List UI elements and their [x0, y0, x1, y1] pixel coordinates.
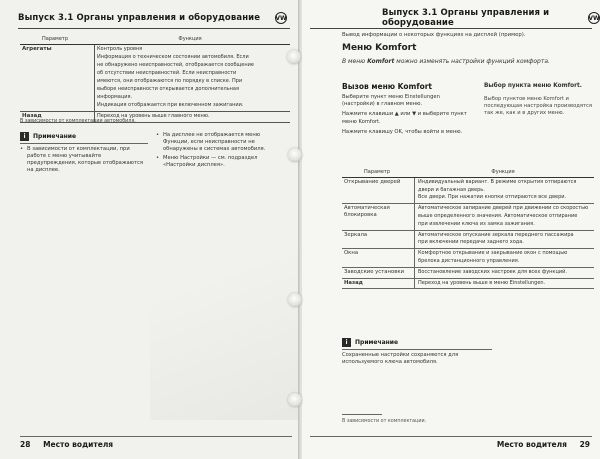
table-row-description	[414, 268, 594, 278]
table-row-description	[414, 279, 594, 289]
right-table-col1-header: Параметр	[364, 169, 390, 175]
page-number: 28	[20, 440, 31, 449]
binder-hole	[288, 293, 302, 307]
table-cell-line: выборе неисправности открывается дополнительная	[97, 86, 239, 92]
table-row-name: Открывание дверей	[344, 178, 401, 185]
left-table-col1-header: Параметр	[42, 36, 68, 42]
list-item: • В зависимости от комплектации, при работе с меню учитывайте предупреждения, которые отображаются на дисплее.	[20, 146, 148, 174]
note-title-text: Примечание	[355, 339, 399, 346]
note-title	[342, 338, 590, 347]
table-row-name: Назад	[344, 279, 363, 286]
footer-label: Место водителя	[496, 440, 567, 449]
right-page-footer	[497, 440, 590, 449]
left-note	[20, 132, 148, 176]
right-footer-rule	[310, 436, 592, 437]
right-footnote: В зависимости от комплектации.	[342, 419, 427, 424]
page-number: 29	[579, 440, 590, 449]
vw-logo-icon: VW	[275, 12, 287, 24]
instruction-paragraph: Нажмите клавишу OK, чтобы войти в меню.	[342, 128, 463, 135]
footer-label: Место водителя	[43, 440, 114, 449]
table-cell-line: Индивидуальный вариант. В режиме открытия отпираются	[418, 178, 577, 185]
table-row-name: Автоматическая блокировка	[344, 205, 390, 218]
left-page-header	[18, 10, 260, 26]
left-footer-rule	[20, 436, 292, 437]
table-cell-line: Восстановление заводских настроек для всех функций.	[418, 268, 567, 275]
table-cell-line: при включении передачи заднего хода.	[418, 239, 524, 246]
table-row	[342, 204, 594, 230]
table-cell-line: выше определенного значения. Автоматическое отпирание	[418, 212, 578, 219]
table-row-name: Заводские установки	[344, 268, 405, 275]
left-footnote: В зависимости от комплектации автомобиля.	[20, 119, 136, 124]
note-rule	[342, 349, 492, 350]
table-cell-line: имеются, они отображаются по порядку в списке. При	[97, 78, 243, 84]
table-cell-line: Все двери. При нажатии кнопки отпираются все двери.	[418, 194, 567, 201]
right-table-col2-header: Функция	[491, 169, 515, 175]
left-table-header	[20, 36, 290, 45]
footnote-rule	[342, 414, 382, 415]
table-cell-line: Автоматическое опускание зеркала переднего пассажира	[418, 231, 574, 238]
table-row	[20, 45, 290, 112]
menu-title: Меню Komfort	[342, 43, 417, 53]
binder-hole	[288, 393, 302, 407]
table-row	[342, 178, 594, 204]
table-cell-line: Комфортное открывание и закрывание окон с помощью	[418, 250, 568, 257]
right-function-table	[342, 168, 594, 289]
right-header-title: Выпуск 3.1 Органы управления и оборудование	[382, 8, 550, 28]
menu-description-text: В меню	[342, 58, 368, 65]
table-cell-line: Индикация отображается при включенном зажигании.	[97, 102, 244, 108]
right-page-header	[382, 10, 600, 26]
table-cell-line: двери и багажная дверь.	[418, 186, 485, 193]
table-cell-line: Переход на уровень выше в меню Einstellungen.	[418, 279, 546, 286]
vw-logo-icon: VW	[588, 12, 600, 24]
info-list	[156, 132, 286, 169]
table-row	[342, 249, 594, 268]
table-cell-line: брелока дистанционного управления.	[418, 257, 520, 264]
table-cell-line: информация.	[97, 94, 133, 100]
instruction-paragraph: Нажмите клавиши ▲ или ▼ и выберите пункт меню Komfort.	[342, 111, 467, 125]
left-header-rule	[18, 28, 290, 29]
table-cell-line: при извлечении ключа из замка зажигания.	[418, 220, 535, 227]
table-cell-line: Автоматическое запирание дверей при движении со скоростью	[418, 205, 589, 212]
table-cell-line: об отсутствии неисправностей. Если неисправности	[97, 70, 237, 76]
right-table-header	[342, 168, 594, 178]
note-text: Сохраненные настройки сохраняются для используемого ключа автомобиля.	[342, 352, 459, 365]
table-row	[342, 279, 594, 290]
scan-shadow	[150, 220, 300, 420]
right-header-rule	[310, 28, 592, 29]
table-row-description	[414, 178, 594, 203]
binder-hole	[288, 148, 302, 162]
table-row-name: Назад	[22, 113, 42, 119]
table-cell-line: Переход на уровень выше главного меню.	[97, 113, 210, 119]
call-heading: Вызов меню Komfort	[342, 82, 433, 91]
menu-description	[342, 58, 592, 66]
select-heading: Выбор пункта меню Komfort.	[484, 83, 582, 89]
table-row	[342, 231, 594, 250]
info-icon: i	[342, 338, 351, 347]
table-cell-line: Контроль уровня	[97, 46, 143, 52]
right-note	[342, 338, 590, 366]
table-row-name: Зеркала	[344, 231, 368, 238]
list-item: • Меню Настройки — см. подраздел «Настройки дисплея».	[156, 155, 286, 169]
table-row	[342, 268, 594, 279]
binder-hole	[287, 50, 301, 64]
table-row-description	[414, 204, 594, 229]
call-instructions	[342, 94, 472, 139]
note-rule	[20, 143, 148, 144]
info-icon: i	[20, 132, 29, 141]
left-table-col2-header: Функция	[178, 36, 202, 42]
intro-text: Вывод информации о некоторых функциях на дисплей (пример).	[342, 32, 526, 38]
left-right-column	[156, 132, 286, 170]
instruction-paragraph: Выберите пункт меню Einstellungen (настройки) в главном меню.	[342, 94, 440, 108]
table-row-name: Окна	[344, 250, 359, 257]
menu-description-bold: Komfort	[367, 58, 395, 65]
note-list	[20, 146, 148, 174]
left-page-footer	[20, 440, 113, 449]
select-text: Выбор пунктов меню Komfort и последующая настройка производятся так же, как и в других меню.	[484, 96, 592, 116]
right-page	[302, 0, 600, 459]
table-row-description	[414, 231, 594, 249]
left-header-title: Выпуск 3.1 Органы управления и оборудование	[18, 13, 261, 23]
list-item: • На дисплее не отображается меню Функции, если неисправности не обнаружены в системах автомобиля.	[156, 132, 286, 153]
note-title-text: Примечание	[33, 133, 77, 140]
note-title	[20, 132, 148, 141]
table-row-name: Агрегаты	[22, 46, 52, 52]
left-function-table	[20, 36, 290, 123]
menu-description-text: можно изменять настройки функций комфорта.	[394, 58, 550, 65]
table-cell-line: Информация о техническом состоянии автомобиля. Если	[97, 54, 249, 60]
table-row-description	[94, 45, 290, 111]
table-row-description	[414, 249, 594, 267]
table-cell-line: не обнаружено неисправностей, отображается сообщение	[97, 62, 254, 68]
